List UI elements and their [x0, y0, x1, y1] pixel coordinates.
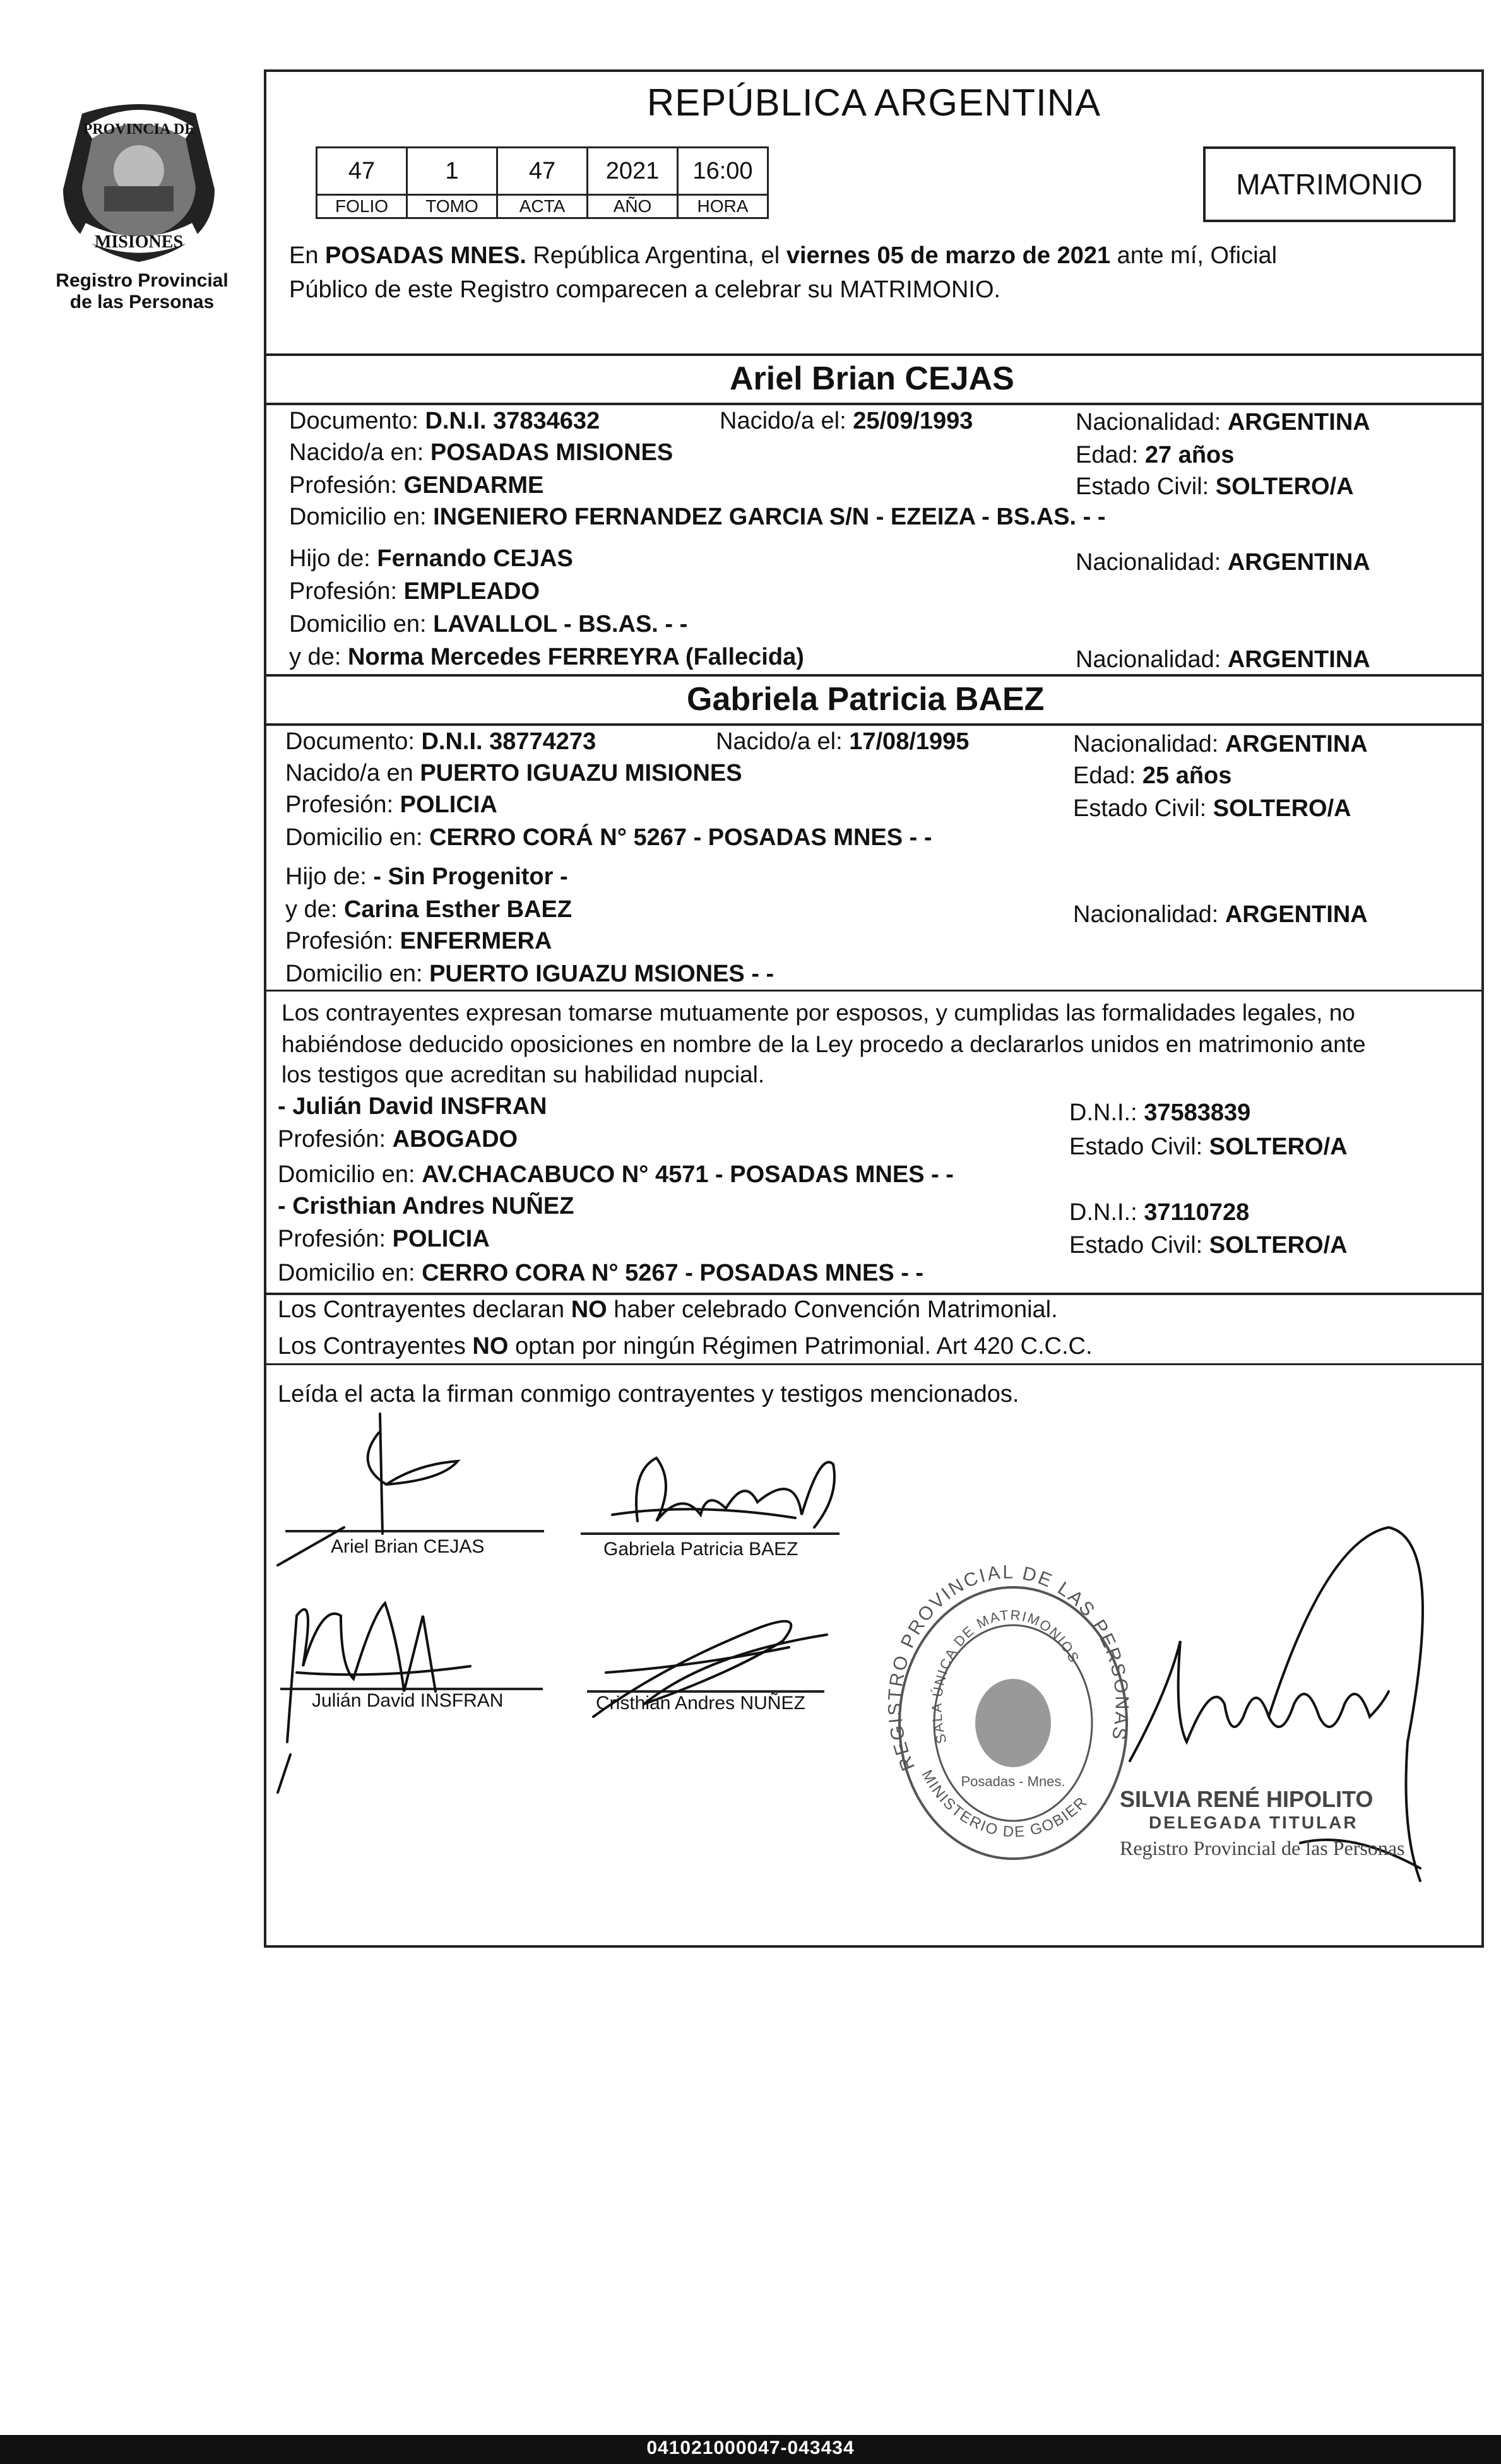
value: ARGENTINA — [1227, 409, 1370, 435]
document-code: 041021000047-043434 — [646, 2437, 855, 2458]
value: SOLTERO/A — [1209, 1232, 1348, 1259]
label: Profesión: — [278, 1126, 393, 1152]
label: Nacido/a el: — [716, 728, 850, 755]
year-value: 2021 — [588, 148, 678, 195]
value: ARGENTINA — [1227, 646, 1370, 673]
intro-text: República Argentina, el — [526, 242, 786, 269]
label: Nacido/a en — [285, 760, 420, 786]
value: CERRO CORÁ N° 5267 - POSADAS MNES - - — [429, 824, 932, 851]
value: ARGENTINA — [1227, 549, 1370, 576]
label: y de: — [289, 644, 348, 670]
value: PUERTO IGUAZU MSIONES - - — [429, 961, 774, 987]
label: Hijo de: — [289, 545, 377, 572]
value: AV.CHACABUCO N° 4571 - POSADAS MNES - - — [422, 1161, 954, 1188]
value: Carina Esther BAEZ — [343, 896, 573, 923]
value: ABOGADO — [392, 1126, 518, 1152]
witness-1-name: - Julián David INSFRAN — [278, 1093, 547, 1120]
stamp-city-text: Posadas - Mnes. — [961, 1774, 1065, 1789]
label: Nacido/a el: — [720, 408, 853, 434]
intro-text: En — [289, 242, 326, 269]
value: LAVALLOL - BS.AS. - - — [433, 611, 688, 637]
value: D.N.I. 37834632 — [425, 408, 600, 434]
bride-name-heading: Gabriela Patricia BAEZ — [687, 681, 1045, 718]
tomo-label: TOMO — [407, 195, 497, 218]
value: SOLTERO/A — [1213, 795, 1351, 822]
witness-2-name: - Cristhian Andres NUÑEZ — [278, 1193, 574, 1219]
emphasis: NO — [472, 1333, 509, 1359]
value: PUERTO IGUAZU MISIONES — [420, 760, 742, 786]
label: y de: — [285, 896, 344, 923]
value: INGENIERO FERNANDEZ GARCIA S/N - EZEIZA - BS.AS. - - — [433, 504, 1106, 530]
text: Los Contrayentes declaran — [278, 1296, 571, 1323]
value: POSADAS MISIONES — [430, 439, 673, 466]
label: Estado Civil: — [1069, 1134, 1209, 1160]
official-name: SILVIA RENÉ HIPOLITO — [1120, 1786, 1373, 1812]
value: GENDARME — [403, 472, 544, 499]
witness1-signature-label: Julián David INSFRAN — [312, 1690, 504, 1711]
label: Domicilio en: — [285, 961, 430, 987]
label: Domicilio en: — [278, 1161, 422, 1188]
value: Norma Mercedes FERREYRA (Fallecida) — [347, 644, 804, 670]
label: Domicilio en: — [289, 504, 434, 530]
value: ENFERMERA — [400, 928, 552, 954]
logo-caption-line1: Registro Provincial — [56, 270, 228, 291]
label: Nacido/a en: — [289, 439, 430, 466]
label: Hijo de: — [285, 863, 374, 890]
text: optan por ningún Régimen Patrimonial. Art 420 C.C.C. — [508, 1333, 1093, 1359]
label: Profesión: — [289, 578, 404, 605]
label: Nacionalidad: — [1076, 549, 1228, 576]
label: Profesión: — [285, 928, 400, 954]
intro-text: ante mí, Oficial — [1110, 242, 1278, 269]
value: SOLTERO/A — [1209, 1134, 1348, 1160]
official-organization: Registro Provincial de las Personas — [1120, 1837, 1405, 1859]
label: D.N.I.: — [1069, 1199, 1144, 1226]
label: Documento: — [289, 408, 425, 434]
label: Nacionalidad: — [1076, 409, 1228, 435]
value: - Sin Progenitor - — [373, 863, 568, 890]
label: Profesión: — [278, 1226, 393, 1252]
acta-label: ACTA — [497, 195, 588, 218]
hour-value: 16:00 — [678, 148, 768, 195]
value: Fernando CEJAS — [377, 545, 573, 572]
witness2-signature-label: Cristhian Andres NUÑEZ — [596, 1693, 805, 1714]
intro-city: POSADAS MNES. — [325, 242, 526, 269]
label: Domicilio en: — [278, 1260, 422, 1286]
value: D.N.I. 38774273 — [421, 728, 596, 755]
value: 25/09/1993 — [853, 408, 973, 434]
acta-value: 47 — [497, 148, 588, 195]
stamp-bottom-text: MINISTERIO DE GOBIERNO — [870, 1520, 1091, 1841]
value: 37583839 — [1144, 1099, 1251, 1126]
value: 27 años — [1144, 442, 1235, 468]
label: Documento: — [285, 728, 422, 755]
value: POLICIA — [392, 1226, 490, 1252]
declaration-line-1: Los contrayentes expresan tomarse mutuamente por esposos, y cumplidas las formalidades legales, no — [282, 1000, 1355, 1026]
value: SOLTERO/A — [1215, 473, 1354, 500]
value: CERRO CORA N° 5267 - POSADAS MNES - - — [422, 1260, 924, 1286]
text: Los Contrayentes — [278, 1333, 473, 1359]
year-label: AÑO — [588, 195, 678, 218]
groom-signature-label: Ariel Brian CEJAS — [331, 1536, 485, 1557]
label: Domicilio en: — [285, 824, 430, 851]
label: Domicilio en: — [289, 611, 434, 637]
declaration-line-2: habiéndose deducido oposiciones en nombre de la Ley procedo a declararlos unidos en matrimonio ante — [282, 1031, 1366, 1057]
emphasis: NO — [571, 1296, 607, 1323]
declaration-line-3: los testigos que acreditan su habilidad nupcial. — [282, 1062, 765, 1087]
value: POLICIA — [400, 791, 497, 818]
official-role: DELEGADA TITULAR — [1149, 1813, 1358, 1832]
logo-caption-line2: de las Personas — [69, 292, 215, 312]
label: Nacionalidad: — [1073, 731, 1225, 757]
folio-label: FOLIO — [317, 195, 407, 218]
value: 17/08/1995 — [849, 728, 970, 755]
label: Edad: — [1076, 442, 1145, 468]
groom-name-heading: Ariel Brian CEJAS — [730, 360, 1014, 397]
label: D.N.I.: — [1069, 1099, 1144, 1126]
label: Estado Civil: — [1069, 1232, 1209, 1259]
act-type-box: MATRIMONIO — [1203, 146, 1456, 222]
official-stamp — [870, 1520, 1142, 1887]
seal-top-text: PROVINCIA DE — [83, 121, 195, 138]
hour-label: HORA — [678, 195, 768, 218]
stamp-outer-text: REGISTRO PROVINCIAL DE LAS PERSONAS — [884, 1561, 1132, 1774]
folio-value: 47 — [317, 148, 407, 195]
label: Estado Civil: — [1076, 473, 1216, 500]
value: ARGENTINA — [1225, 901, 1368, 928]
label: Edad: — [1073, 762, 1142, 789]
value: EMPLEADO — [403, 578, 540, 605]
label: Estado Civil: — [1073, 795, 1213, 822]
value: ARGENTINA — [1225, 731, 1368, 757]
text: haber celebrado Convención Matrimonial. — [607, 1296, 1058, 1323]
label: Nacionalidad: — [1076, 646, 1228, 673]
seal-bottom-text: MISIONES — [94, 232, 184, 252]
label: Nacionalidad: — [1073, 901, 1225, 928]
label: Profesión: — [285, 791, 400, 818]
label: Profesión: — [289, 472, 404, 499]
country-title: REPÚBLICA ARGENTINA — [646, 81, 1101, 124]
stamp-inner-text: SALA ÚNICA DE MATRIMONIOS — [928, 1606, 1083, 1746]
tomo-value: 1 — [407, 148, 497, 195]
value: 25 años — [1142, 762, 1232, 789]
intro-date: viernes 05 de marzo de 2021 — [786, 242, 1111, 269]
intro-line-2: Público de este Registro comparecen a celebrar su MATRIMONIO. — [289, 276, 1001, 303]
value: 37110728 — [1144, 1199, 1250, 1226]
bride-signature-label: Gabriela Patricia BAEZ — [603, 1539, 798, 1560]
closing-statement: Leída el acta la firman conmigo contrayentes y testigos mencionados. — [278, 1381, 1019, 1407]
